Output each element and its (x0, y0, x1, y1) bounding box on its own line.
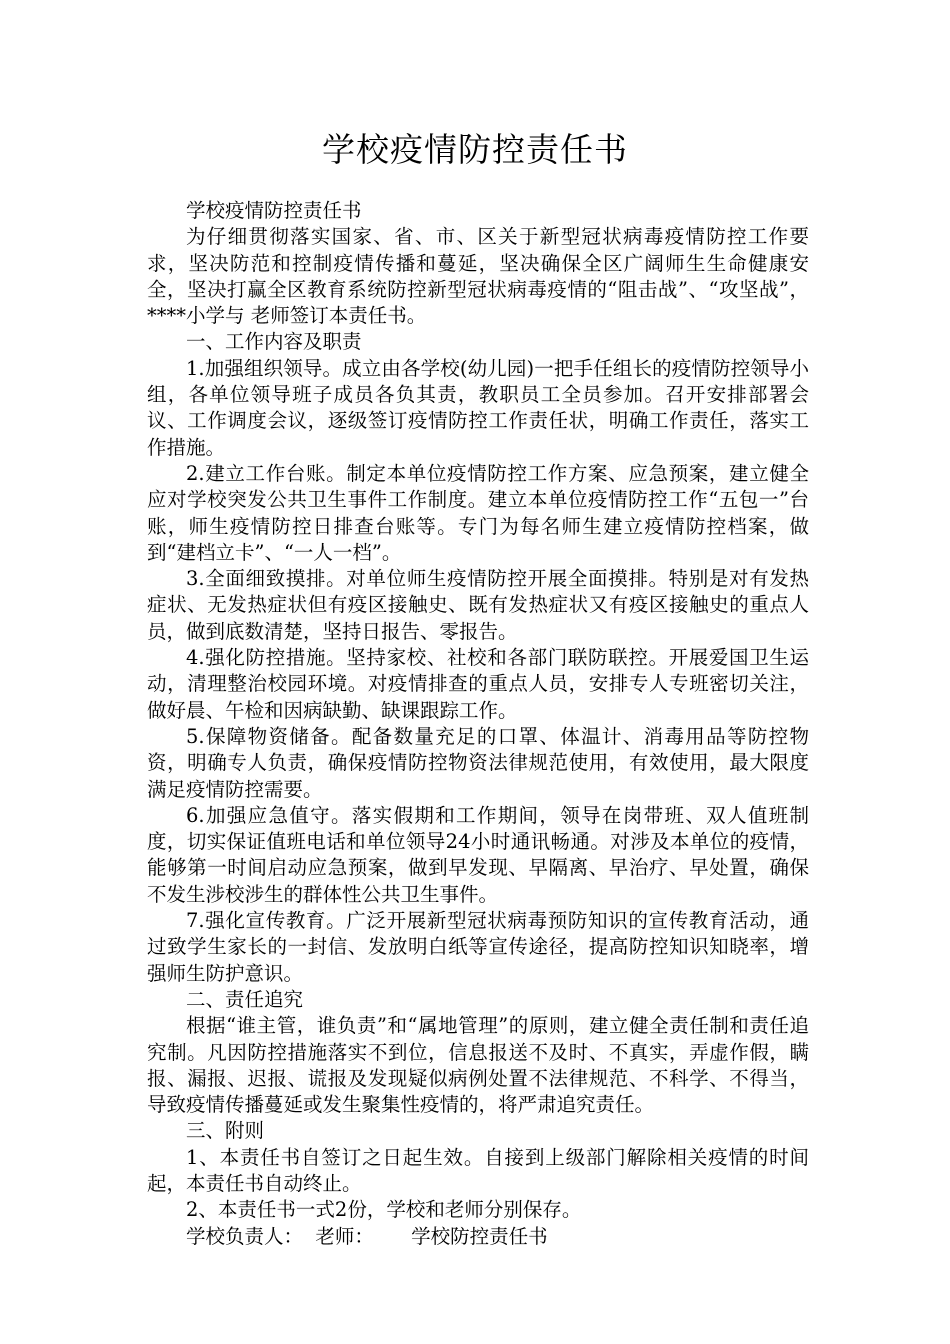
duty-item-6: 6.加强应急值守。落实假期和工作期间，领导在岗带班、双人值班制度，切实保证值班电话和单位领导24小时通讯畅通。对涉及本单位的疫情，能够第一时间启动应急预案，做到早发现、早隔离、早治疗、早处置，确保不发生涉校涉生的群体性公共卫生事件。 (147, 803, 809, 906)
supplementary-item-1: 1、本责任书自签订之日起生效。自接到上级部门解除相关疫情的时间起，本责任书自动终止。 (147, 1145, 809, 1195)
duty-item-5: 5.保障物资储备。配备数量充足的口罩、体温计、消毒用品等防控物资，明确专人负责，确保疫情防控物资法律规范使用，有效使用，最大限度满足疫情防控需要。 (147, 724, 809, 801)
accountability-paragraph: 根据“谁主管，谁负责”和“属地管理”的原则，建立健全责任制和责任追究制。凡因防控措施落实不到位，信息报送不及时、不真实，弄虚作假，瞒报、漏报、迟报、谎报及发现疑似病例处置不法律规范、不科学、不得当，导致疫情传播蔓延或发生聚集性疫情的，将严肃追究责任。 (147, 1014, 809, 1117)
duty-item-1: 1.加强组织领导。成立由各学校(幼儿园)一把手任组长的疫情防控领导小组，各单位领导班子成员各负其责，教职员工全员参加。召开安排部署会议、工作调度会议，逐级签订疫情防控工作责任状，明确工作责任，落实工作措施。 (147, 356, 809, 459)
document-body (147, 198, 809, 1250)
subtitle-paragraph: 学校疫情防控责任书 (186, 199, 362, 222)
supplementary-item-2: 2、本责任书一式2份，学校和老师分别保存。 (186, 1198, 582, 1222)
intro-paragraph: 为仔细贯彻落实国家、省、市、区关于新型冠状病毒疫情防控工作要求，坚决防范和控制疫情传播和蔓延，坚决确保全区广阔师生生命健康安全，坚决打赢全区教育系统防控新型冠状病毒疫情的“阻击战”、“攻坚战”，****小学与 老师签订本责任书。 (147, 225, 809, 328)
section-heading-duties: 一、工作内容及职责 (186, 330, 362, 354)
duty-item-3: 3.全面细致摸排。对单位师生疫情防控开展全面摸排。特别是对有发热症状、无发热症状但有疫区接触史、既有发热症状又有疫区接触史的重点人员，做到底数清楚，坚持日报告、零报告。 (147, 567, 809, 643)
duty-item-2: 2.建立工作台账。制定本单位疫情防控工作方案、应急预案，建立健全应对学校突发公共卫生事件工作制度。建立本单位疫情防控工作“五包一”台账，师生疫情防控日排查台账等。专门为每名师生建立疫情防控档案，做到“建档立卡”、“一人一档”。 (147, 461, 809, 564)
section-heading-supplementary: 三、附则 (186, 1119, 265, 1143)
section-heading-accountability: 二、责任追究 (186, 987, 304, 1011)
signature-line: 学校负责人： 老师： 学校防控责任书 (186, 1224, 548, 1248)
duty-item-4: 4.强化防控措施。坚持家校、社校和各部门联防联控。开展爱国卫生运动，清理整治校园环境。对疫情排查的重点人员，安排专人专班密切关注，做好晨、午检和因病缺勤、缺课跟踪工作。 (147, 646, 809, 722)
page-title: 学校疫情防控责任书 (322, 130, 628, 169)
duty-item-7: 7.强化宣传教育。广泛开展新型冠状病毒预防知识的宣传教育活动，通过致学生家长的一封信、发放明白纸等宣传途径，提高防控知识知晓率，增强师生防护意识。 (147, 909, 809, 985)
